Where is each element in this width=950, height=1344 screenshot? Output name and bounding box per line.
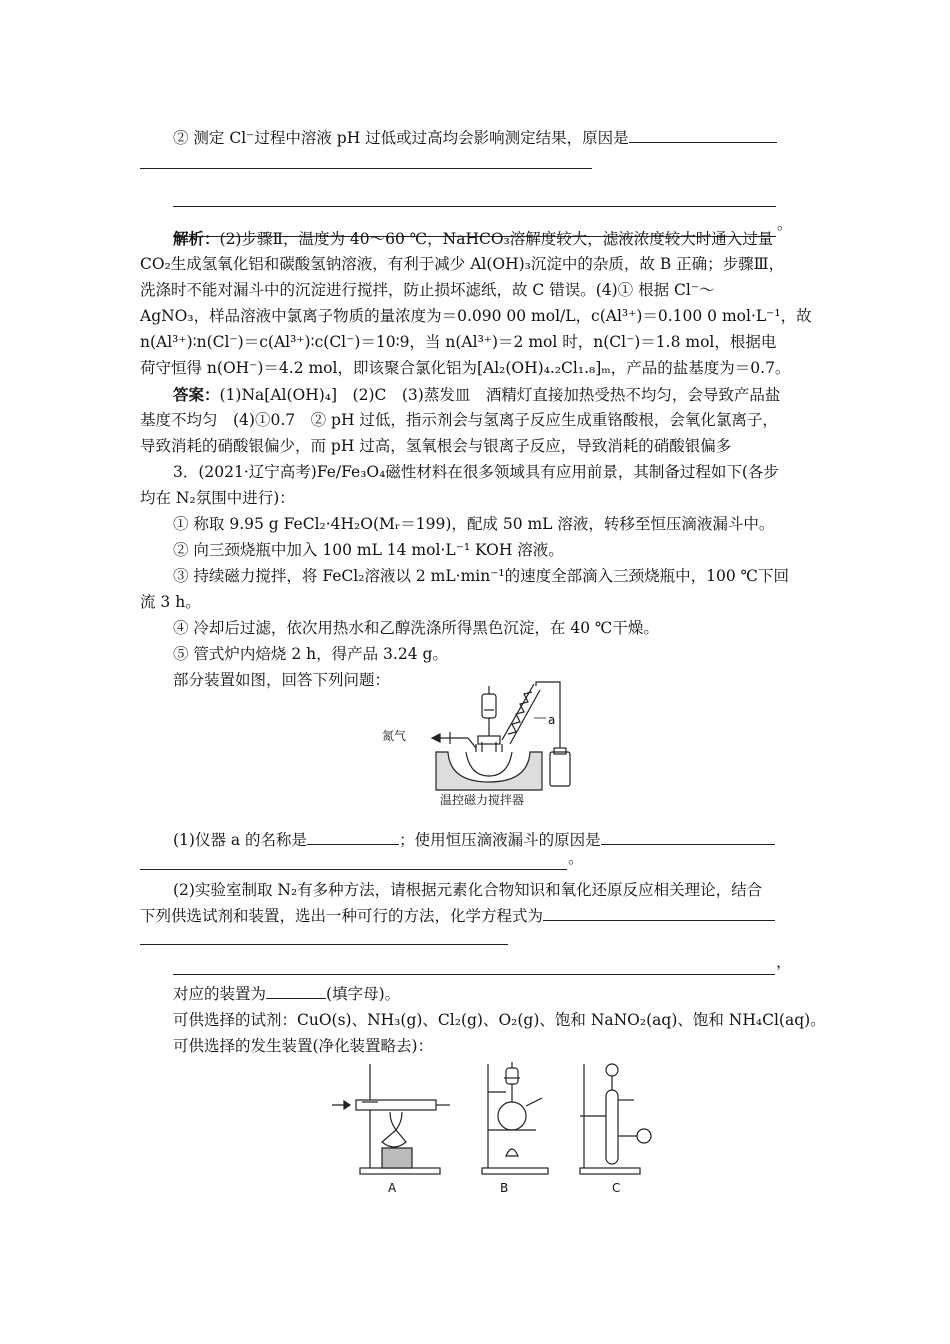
question-3-line: 3．(2021·辽宁高考)Fe/Fe₃O₄磁性材料在很多领域具有应用前景，其制备过程如下(各步 — [173, 463, 779, 481]
device-answer-text: 对应的装置为 — [173, 985, 267, 1003]
device-b-figure — [476, 1060, 556, 1180]
answer-line — [173, 382, 780, 408]
subquestion-2-text: 下列供选试剂和装置，选出一种可行的方法，化学方程式为 — [140, 907, 544, 925]
analysis-line: n(Al³⁺)∶n(Cl⁻)＝c(Al³⁺)∶c(Cl⁻)＝10∶9，当 n(Al³⁺)＝2 mol 时，n(Cl⁻)＝1.8 mol，根据电 — [140, 333, 777, 351]
subquestion-2-line: (2)实验室制取 N₂有多种方法，请根据元素化合物知识和氧化还原反应相关理论，结合 — [173, 881, 763, 899]
reagents-line: 可供选择的试剂：CuO(s)、NH₃(g)、Cl₂(g)、O₂(g)、饱和 NaNO₂(aq)、饱和 NH₄Cl(aq)。 — [173, 1011, 826, 1029]
question-3-line: 均在 N₂氛围中进行)： — [140, 489, 295, 507]
analysis-text: (2)步骤Ⅱ，温度为 40～60 ℃，NaHCO₃溶解度较大，滤液浓度较大时通入过量 — [219, 230, 774, 248]
figure-intro: 部分装置如图，回答下列问题： — [173, 671, 391, 689]
device-answer-hint: (填字母)。 — [326, 985, 401, 1003]
device-label-b: B — [500, 1181, 509, 1195]
end-period: 。 — [777, 215, 793, 233]
devices-intro: 可供选择的发生装置(净化装置略去)： — [173, 1037, 434, 1055]
analysis-line: AgNO₃，样品溶液中氯离子物质的量浓度为＝0.090 00 mol/L，c(Al³⁺)＝0.100 0 mol·L⁻¹，故 — [140, 307, 812, 325]
answer-line: 导致消耗的硝酸银偏少，而 pH 过高，氢氧根会与银离子反应，导致消耗的硝酸银偏多 — [140, 437, 732, 455]
subquestion-1 — [173, 828, 775, 853]
subquestion-1-text: (1)仪器 a 的名称是 — [173, 831, 308, 849]
step-1: ① 称取 9.95 g FeCl₂·4H₂O(Mᵣ＝199)，配成 50 mL 溶液，转移至恒压滴液漏斗中。 — [173, 515, 775, 533]
answer-blank[interactable] — [307, 828, 399, 845]
answer-blank-line[interactable] — [140, 168, 592, 169]
analysis-line — [173, 226, 773, 252]
device-answer-line — [173, 982, 400, 1007]
device-label-c: C — [612, 1181, 621, 1195]
answer-blank[interactable] — [601, 828, 775, 845]
step-3: ③ 持续磁力搅拌，将 FeCl₂溶液以 2 mL·min⁻¹的速度全部滴入三颈烧瓶中，100 ℃下回 — [173, 567, 789, 585]
subquestion-2-line — [140, 904, 775, 929]
analysis-label: 解析： — [173, 229, 220, 248]
device-a-figure — [330, 1060, 460, 1180]
step-4: ④ 冷却后过滤，依次用热水和乙醇洗涤所得黑色沉淀，在 40 ℃干燥。 — [173, 619, 659, 637]
answer-blank-line[interactable] — [173, 974, 775, 975]
answer-label: 答案： — [173, 385, 220, 404]
device-c-figure — [576, 1060, 666, 1180]
subquestion-1-text-b: ；使用恒压滴液漏斗的原因是 — [399, 831, 601, 849]
answer-blank-line[interactable] — [173, 206, 776, 207]
step-3-cont: 流 3 h。 — [140, 593, 201, 611]
end-period: 。 — [568, 849, 584, 867]
figure-label-a: a — [548, 713, 556, 727]
answer-blank[interactable] — [543, 904, 775, 921]
prev-question-text: ② 测定 Cl⁻过程中溶液 pH 过低或过高均会影响测定结果，原因是 — [173, 129, 629, 147]
analysis-line: CO₂生成氢氧化铝和碳酸氢钠溶液，有利于减少 Al(OH)₃沉淀中的杂质，故 B 正确；步骤Ⅲ， — [140, 255, 785, 273]
step-2: ② 向三颈烧瓶中加入 100 mL 14 mol·L⁻¹ KOH 溶液。 — [173, 541, 564, 559]
analysis-line: 洗涤时不能对漏斗中的沉淀进行搅拌，防止损坏滤纸，故 C 错误。(4)① 根据 Cl⁻～ — [140, 281, 715, 299]
answer-blank-line[interactable] — [140, 869, 567, 870]
figure-label-nitrogen: 氮气 — [382, 729, 407, 743]
answer-blank[interactable] — [629, 126, 777, 143]
answer-blank[interactable] — [266, 982, 326, 999]
analysis-line: 荷守恒得 n(OH⁻)＝4.2 mol，即该聚合氯化铝为[Al₂(OH)₄.₂Cl₁.₈]ₘ，产品的盐基度为＝0.7。 — [140, 359, 791, 377]
answer-line: 基度不均匀 (4)①0.7 ② pH 过低，指示剂会与氢离子反应生成重铬酸根，会氧化氯离子， — [140, 411, 778, 429]
step-5: ⑤ 管式炉内焙烧 2 h，得产品 3.24 g。 — [173, 645, 448, 663]
figure-caption: 温控磁力搅拌器 — [440, 793, 525, 807]
answer-text: (1)Na[Al(OH)₄] (2)C (3)蒸发皿 酒精灯直接加热受热不均匀，会导致产品盐 — [219, 386, 781, 404]
device-label-a: A — [388, 1181, 397, 1195]
prev-question-line — [173, 126, 777, 151]
answer-blank-line[interactable] — [140, 944, 508, 945]
end-comma: ， — [776, 953, 792, 971]
